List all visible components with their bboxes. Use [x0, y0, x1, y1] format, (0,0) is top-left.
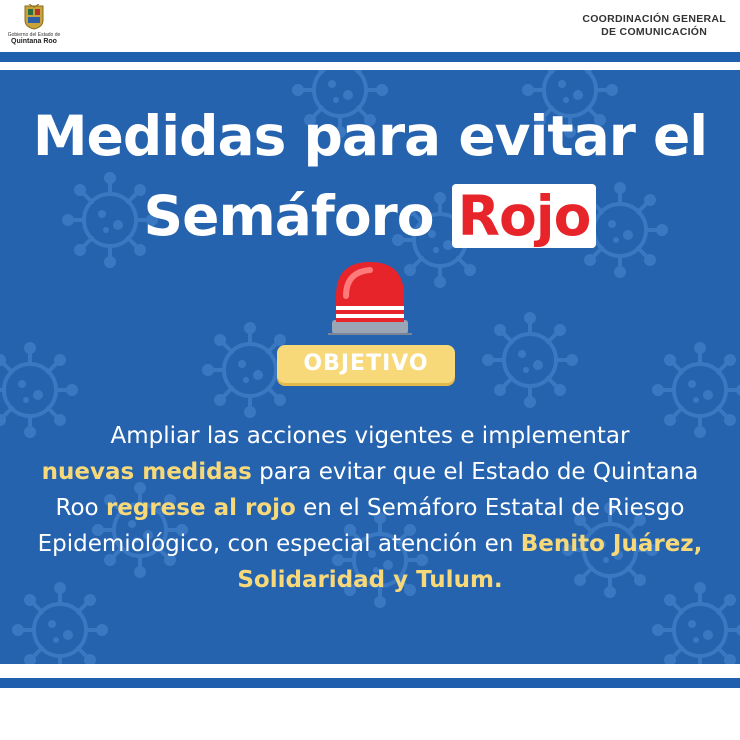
logo-caption: Gobierno del Estado de [7, 32, 61, 38]
title-line-1: Medidas para evitar el [32, 104, 708, 168]
page-title [0, 96, 740, 256]
bottom-white-stripe [0, 664, 740, 678]
bottom-blue-stripe [0, 678, 740, 688]
top-white-stripe [0, 62, 740, 70]
red-siren-icon [328, 256, 412, 336]
highlight-regrese-al-rojo: regrese al rojo [105, 495, 296, 521]
coordination-line-2: DE COMUNICACIÓN [601, 26, 708, 38]
header [0, 0, 740, 50]
title-line-2 [0, 176, 740, 256]
top-blue-stripe [0, 52, 740, 62]
highlight-municipalities: Benito Juárez, Solidaridad y Tulum. [237, 531, 703, 593]
objective-badge: OBJETIVO [277, 345, 455, 383]
highlight-nuevas-medidas: nuevas medidas [41, 459, 252, 485]
body-segment-3: en el Semáforo Estatal de Riesgo Epidemiológico, con especial atención en [37, 495, 685, 557]
title-highlight-rojo: Rojo [452, 184, 597, 248]
coordination-label [582, 13, 726, 39]
logo-name: Quintana Roo [11, 38, 57, 45]
title-prefix: Semáforo [143, 184, 452, 248]
main-panel [0, 70, 740, 664]
coat-of-arms-icon [23, 4, 45, 30]
body-segment-1: Ampliar las acciones vigentes e implementar [110, 423, 630, 449]
objective-description [30, 418, 710, 598]
government-logo [6, 4, 62, 48]
coordination-line-1: COORDINACIÓN GENERAL [582, 13, 726, 25]
body-segment-2: para evitar que el Estado de Quintana Roo [55, 459, 699, 521]
